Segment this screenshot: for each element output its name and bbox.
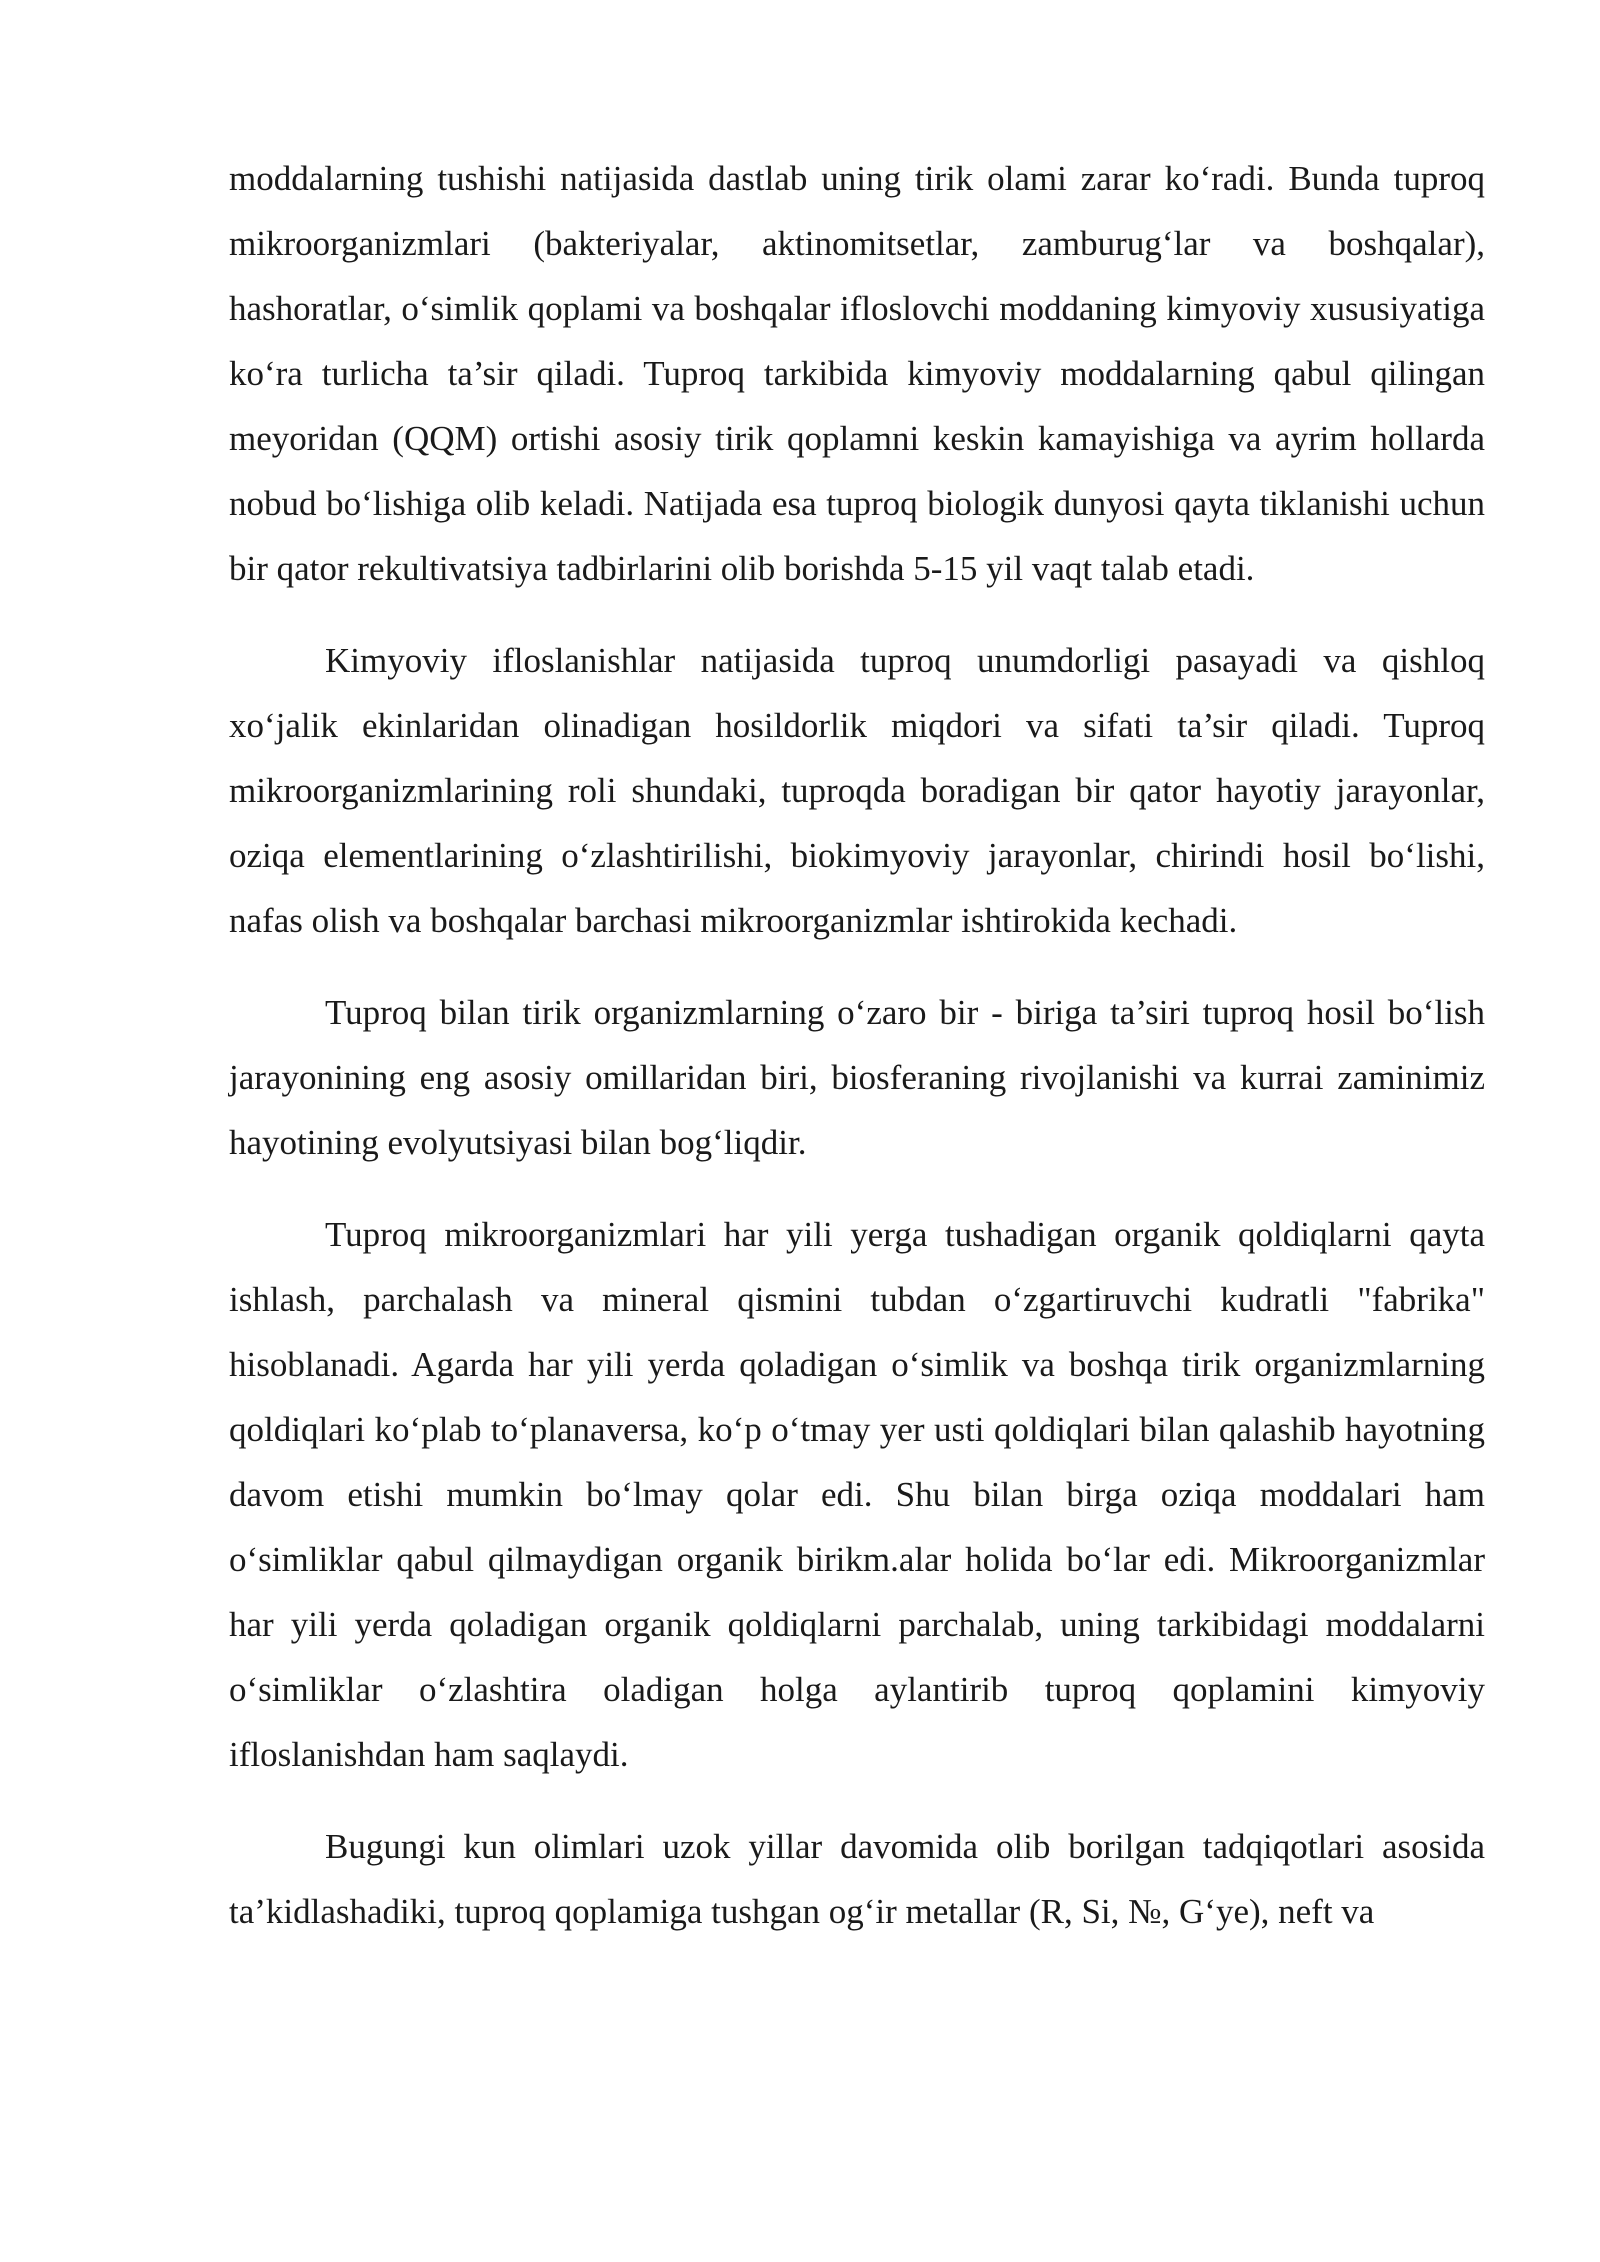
paragraph-5: Bugungi kun olimlari uzok yillar davomida olib borilgan tadqiqotlari asosida ta’kidlashadiki, tuproq qoplamiga tushgan og‘ir metallar (R, Si, №, G‘ye), neft va xyxy=(229,1827,1485,1931)
document-page xyxy=(229,146,1485,1971)
paragraph-3: Tuproq bilan tirik organizmlarning o‘zaro bir - biriga ta’siri tuproq hosil bo‘lish jarayonining eng asosiy omillaridan biri, biosferaning rivojlanishi va kurrai zaminimiz hayotining evolyutsiyasi bilan bog‘liqdir. xyxy=(229,993,1485,1162)
paragraph-2: Kimyoviy ifloslanishlar natijasida tuproq unumdorligi pasayadi va qishloq xo‘jalik ekinlaridan olinadigan hosildorlik miqdori va sifati ta’sir qiladi. Tuproq mikroorganizmlarining roli shundaki, tuproqda boradigan bir qator hayotiy jarayonlar, oziqa elementlarining o‘zlashtirilishi, biokimyoviy jarayonlar, chirindi hosil bo‘lishi, nafas olish va boshqalar barchasi mikroorganizmlar ishtirokida kechadi. xyxy=(229,641,1485,940)
paragraph-1: moddalarning tushishi natijasida dastlab uning tirik olami zarar ko‘radi. Bunda tuproq mikroorganizmlari (bakteriyalar, aktinomitsetlar, zamburug‘lar va boshqalar), hashoratlar, o‘simlik qoplami va boshqalar ifloslovchi moddaning kimyoviy xususiyatiga ko‘ra turlicha ta’sir qiladi. Tuproq tarkibida kimyoviy moddalarning qabul qilingan meyoridan (QQM) ortishi asosiy tirik qoplamni keskin kamayishiga va ayrim hollarda nobud bo‘lishiga olib keladi. Natijada esa tuproq biologik dunyosi qayta tiklanishi uchun bir qator rekultivatsiya tadbirlarini olib borishda 5-15 yil vaqt talab etadi. xyxy=(229,159,1485,588)
paragraph-4: Tuproq mikroorganizmlari har yili yerga tushadigan organik qoldiqlarni qayta ishlash, parchalash va mineral qismini tubdan o‘zgartiruvchi kudratli "fabrika" hisoblanadi. Agarda har yili yerda qoladigan o‘simlik va boshqa tirik organizmlarning qoldiqlari ko‘plab to‘planaversa, ko‘p o‘tmay yer usti qoldiqlari bilan qalashib hayotning davom etishi mumkin bo‘lmay qolar edi. Shu bilan birga oziqa moddalari ham o‘simliklar qabul qilmaydigan organik birikm.alar holida bo‘lar edi. Mikroorganizmlar har yili yerda qoladigan organik qoldiqlarni parchalab, uning tarkibidagi moddalarni o‘simliklar o‘zlashtira oladigan holga aylantirib tuproq qoplamini kimyoviy ifloslanishdan ham saqlaydi. xyxy=(229,1215,1485,1774)
